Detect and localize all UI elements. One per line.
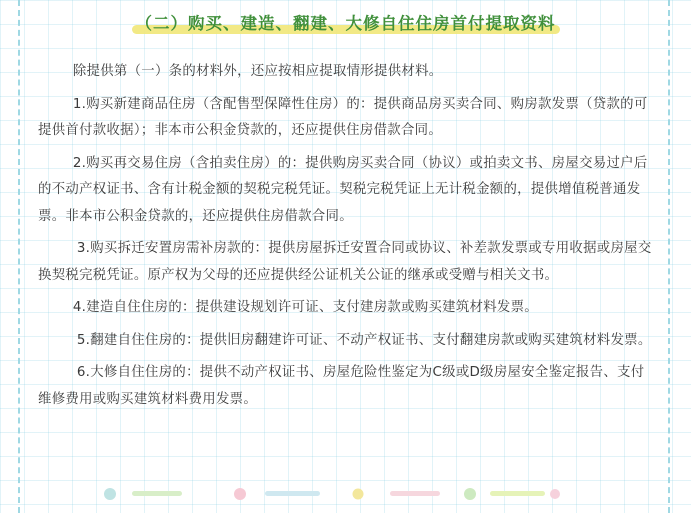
item-paragraph-2: 2.购买再交易住房（含拍卖住房）的：提供购房买卖合同（协议）或拍卖文书、房屋交易过户后的不动产权证书、含有计税金额的契税完税凭证。契税完税凭证上无计税金额的，提供增值税普通发票。非本市公积金贷款的，还应提供住房借款合同。 [38,155,648,224]
item-paragraph-6: 6.大修自住住房的：提供不动产权证书、房屋危险性鉴定为C级或D级房屋安全鉴定报告、支付维修费用或购买建筑材料费用发票。 [38,365,645,407]
body-content [38,59,654,413]
title-block [0,8,691,35]
decor-dash [132,491,182,496]
decor-dash [490,491,545,496]
left-dashed-border [18,0,20,513]
item-paragraph-5: 5.翻建自住住房的：提供旧房翻建许可证、不动产权证书、支付翻建房款或购买建筑材料发票。 [76,332,652,348]
decor-dot [234,488,246,500]
decorative-dots [90,486,610,502]
right-dashed-border [668,0,670,513]
decor-dot [104,488,116,500]
intro-paragraph: 除提供第（一）条的材料外，还应按相应提取情形提供材料。 [72,64,443,79]
item-paragraph-4: 4.建造自住住房的：提供建设规划许可证、支付建房款或购买建筑材料发票。 [72,300,538,315]
decor-dash [265,491,320,496]
item-paragraph-3: 3.购买拆迁安置房需补房款的：提供房屋拆迁安置合同或协议、补差款发票或专用收据或房屋交换契税完税凭证。原产权为父母的还应提供经公证机关公证的继承或受赠与相关文书。 [38,241,652,283]
decor-dot [550,489,560,499]
item-paragraph-1: 1.购买新建商品住房（含配售型保障性住房）的：提供商品房买卖合同、购房款发票（贷款的可提供首付款收据）；非本市公积金贷款的，还应提供住房借款合同。 [38,96,648,138]
section-title-text: （二）购买、建造、翻建、大修自住住房首付提取资料 [135,14,556,33]
decor-dash [390,491,440,496]
decor-dot [464,488,476,500]
section-title [132,8,560,35]
decor-dot [353,489,364,500]
